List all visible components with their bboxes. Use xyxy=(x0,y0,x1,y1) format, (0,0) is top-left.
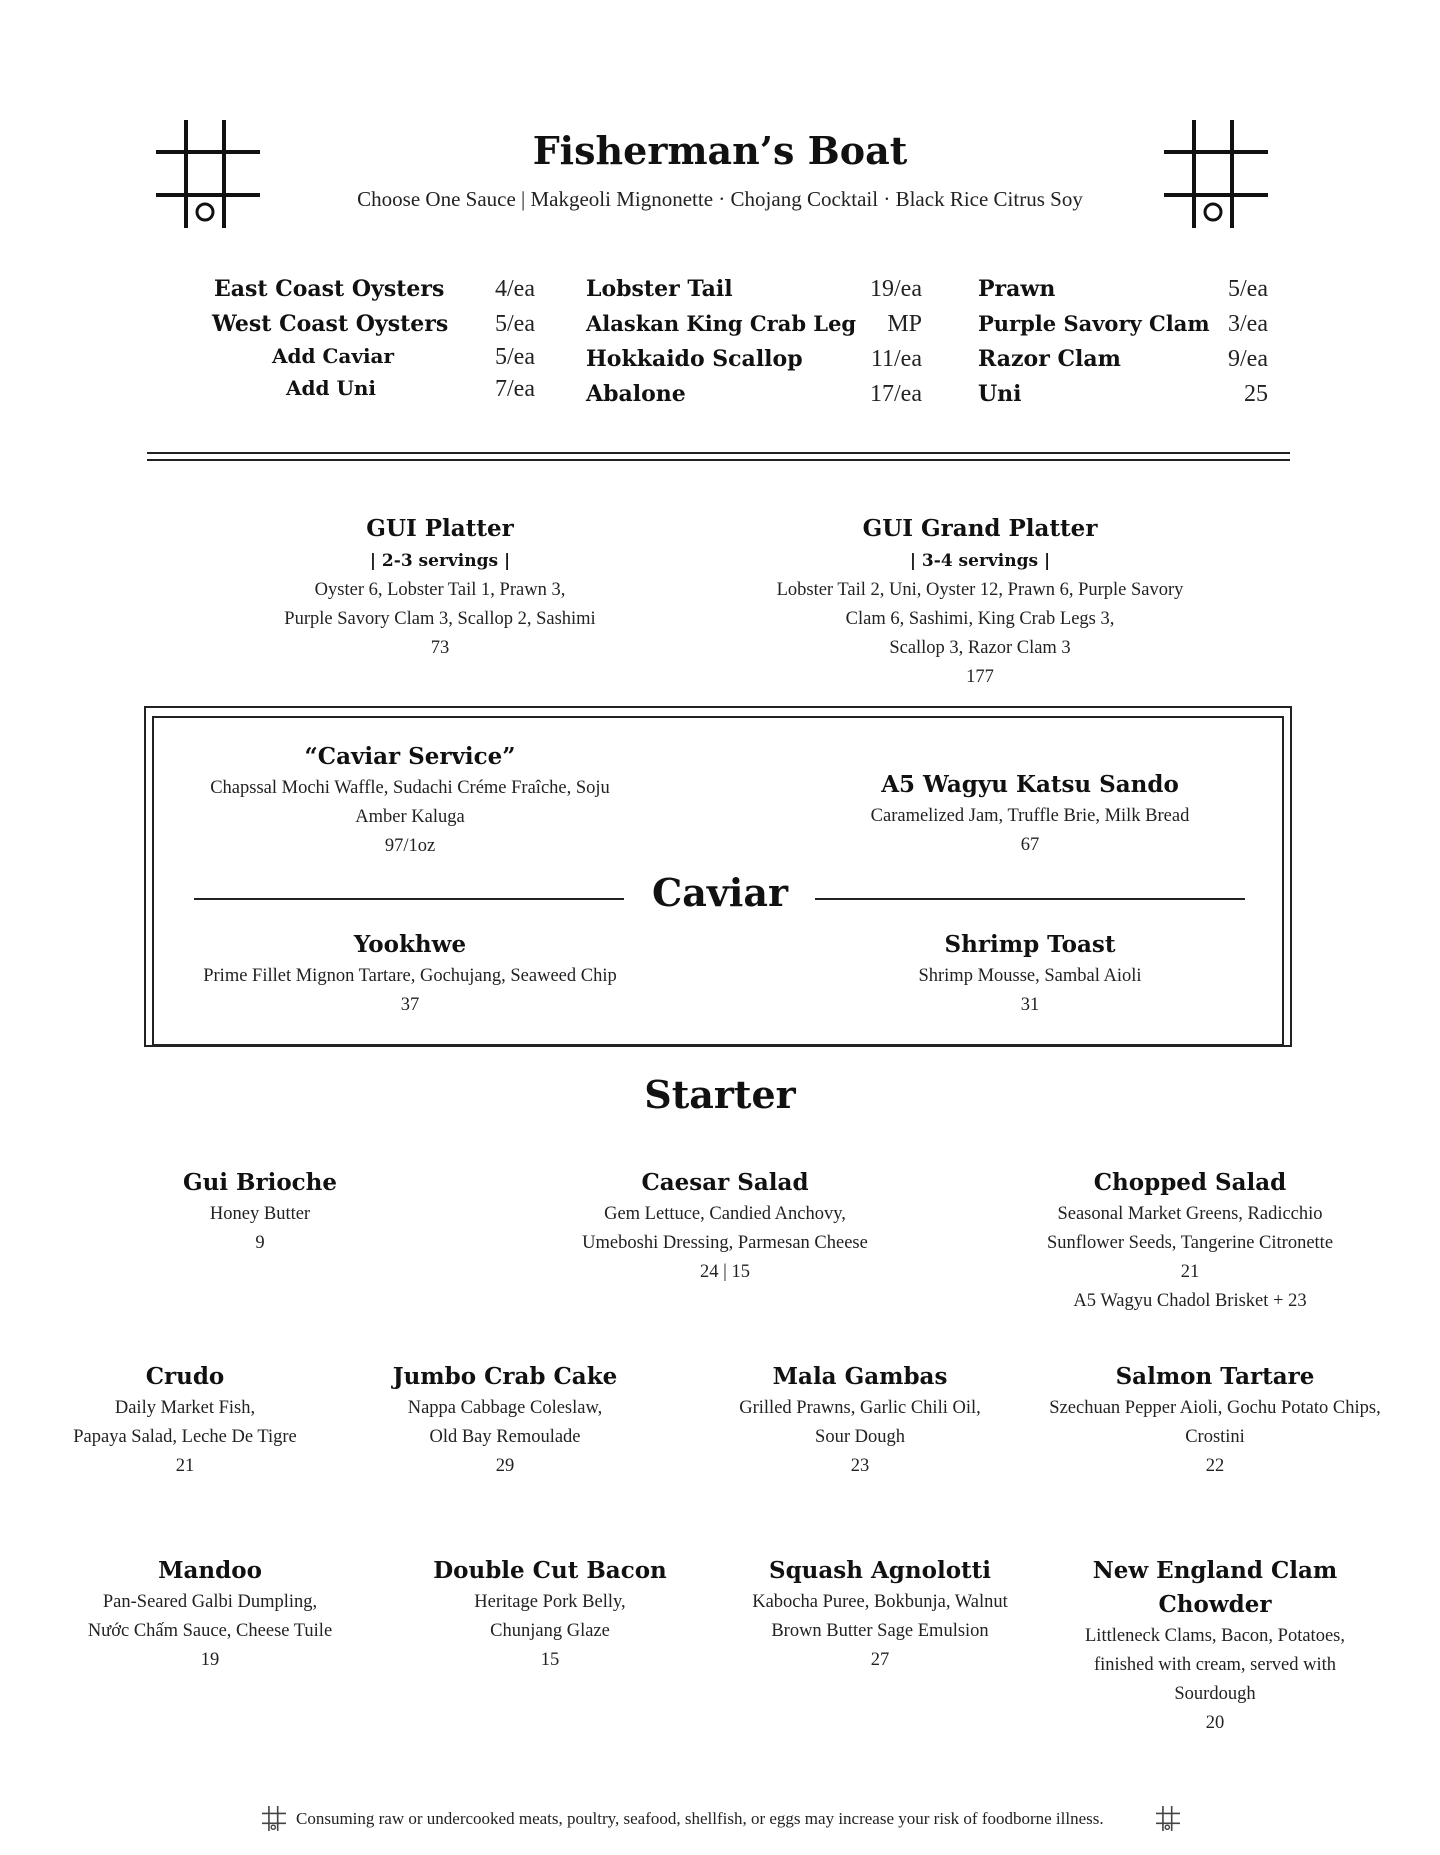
dish-description: Oyster 6, Lobster Tail 1, Prawn 3, xyxy=(314,580,566,600)
dish-description: Seasonal Market Greens, Radicchio xyxy=(1057,1204,1323,1224)
dish-description: Amber Kaluga xyxy=(355,807,465,827)
dish-price: 9 xyxy=(255,1233,265,1253)
dish-description: Caramelized Jam, Truffle Brie, Milk Bread xyxy=(870,806,1190,826)
dish-title: Shrimp Toast xyxy=(944,931,1116,958)
dish-price: 29 xyxy=(495,1456,515,1476)
gui-platter xyxy=(240,512,640,663)
caviar-service xyxy=(180,740,640,861)
dish-description: Honey Butter xyxy=(209,1204,311,1224)
servings: | 3-4 servings | xyxy=(909,551,1051,571)
list-item: Alaskan King Crab Leg MP xyxy=(586,311,922,337)
new-england-clam-chowder xyxy=(1060,1554,1370,1738)
dish-description: Scallop 3, Razor Clam 3 xyxy=(889,638,1071,658)
dish-description: Crostini xyxy=(1185,1427,1245,1447)
crudo xyxy=(40,1360,330,1481)
gui-logo-icon xyxy=(262,1806,286,1831)
divider xyxy=(147,459,1290,461)
a5-wagyu-katsu-sando xyxy=(820,768,1240,860)
dish-description: Nước Chấm Sauce, Cheese Tuile xyxy=(87,1621,333,1641)
dish-description: Shrimp Mousse, Sambal Aioli xyxy=(918,966,1142,986)
dish-description: Brown Butter Sage Emulsion xyxy=(771,1621,989,1641)
dish-price: 67 xyxy=(1020,835,1040,855)
dish-description: Papaya Salad, Leche De Tigre xyxy=(73,1427,297,1447)
divider xyxy=(815,898,1245,900)
dish-title: Yookhwe xyxy=(353,931,467,958)
dish-title: GUI Grand Platter xyxy=(862,515,1098,542)
raw-bar-column-3 xyxy=(978,276,1268,416)
dish-description: Szechuan Pepper Aioli, Gochu Potato Chips, xyxy=(1049,1398,1381,1418)
divider xyxy=(194,898,624,900)
dish-description: finished with cream, served with xyxy=(1094,1655,1336,1675)
dish-description: Gem Lettuce, Candied Anchovy, xyxy=(604,1204,846,1224)
dish-price: 27 xyxy=(870,1650,890,1670)
gui-grand-platter xyxy=(740,512,1220,692)
dish-title: Mala Gambas xyxy=(772,1363,948,1390)
dish-title: Chowder xyxy=(1158,1591,1272,1618)
dish-price: 31 xyxy=(1020,995,1040,1015)
double-cut-bacon xyxy=(410,1554,690,1675)
salmon-tartare xyxy=(1030,1360,1400,1481)
squash-agnolotti xyxy=(730,1554,1030,1675)
mandoo xyxy=(60,1554,360,1675)
divider xyxy=(147,452,1290,454)
mala-gambas xyxy=(720,1360,1000,1481)
dish-title: “Caviar Service” xyxy=(304,743,516,770)
dish-description: Nappa Cabbage Coleslaw, xyxy=(407,1398,603,1418)
list-item: East Coast Oysters 4/ea xyxy=(214,276,535,302)
dish-title: Squash Agnolotti xyxy=(768,1557,992,1584)
dish-description: Lobster Tail 2, Uni, Oyster 12, Prawn 6, Purple Savory xyxy=(776,580,1184,600)
chopped-salad xyxy=(1010,1166,1370,1316)
dish-description: Chunjang Glaze xyxy=(490,1621,610,1641)
dish-title: New England Clam xyxy=(1092,1557,1338,1584)
dish-description: Old Bay Remoulade xyxy=(429,1427,581,1447)
dish-price: 22 xyxy=(1205,1456,1225,1476)
raw-bar-column-1 xyxy=(210,276,535,416)
yookhwe xyxy=(180,928,640,1020)
starter-section-title: Starter xyxy=(644,1072,796,1117)
dish-title: Crudo xyxy=(145,1363,225,1390)
dish-price: 21 xyxy=(175,1456,195,1476)
food-safety-notice: Consuming raw or undercooked meats, poultry, seafood, shellfish, or eggs may increase your risk of foodborne illness. xyxy=(296,1809,1104,1828)
dish-title: Salmon Tartare xyxy=(1115,1363,1315,1390)
dish-price: 73 xyxy=(430,638,450,658)
raw-bar-column-2 xyxy=(586,276,922,416)
list-item: Add Uni 7/ea xyxy=(286,376,535,402)
gui-logo-icon xyxy=(1156,1806,1180,1831)
dish-price: 21 xyxy=(1180,1262,1200,1282)
dish-description: Pan-Seared Galbi Dumpling, xyxy=(102,1592,318,1612)
dish-title: Double Cut Bacon xyxy=(433,1557,667,1584)
dish-title: Chopped Salad xyxy=(1093,1169,1287,1196)
dish-price: 24 | 15 xyxy=(700,1262,750,1282)
dish-description: Heritage Pork Belly, xyxy=(474,1592,626,1612)
dish-description: Littleneck Clams, Bacon, Potatoes, xyxy=(1085,1626,1345,1646)
dish-title: A5 Wagyu Katsu Sando xyxy=(881,771,1179,798)
dish-addon: A5 Wagyu Chadol Brisket + 23 xyxy=(1073,1291,1307,1311)
servings: | 2-3 servings | xyxy=(369,551,511,571)
dish-description: Kabocha Puree, Bokbunja, Walnut xyxy=(752,1592,1008,1612)
dish-title: Gui Brioche xyxy=(182,1169,338,1196)
shrimp-toast xyxy=(820,928,1240,1020)
list-item: Add Caviar 5/ea xyxy=(272,344,535,370)
dish-description: Purple Savory Clam 3, Scallop 2, Sashimi xyxy=(284,609,596,629)
dish-description: Sunflower Seeds, Tangerine Citronette xyxy=(1046,1233,1334,1253)
list-item: Lobster Tail 19/ea xyxy=(586,276,922,302)
footer-logo-right xyxy=(1156,1806,1180,1831)
dish-price: 177 xyxy=(966,667,994,687)
dish-price: 97/1oz xyxy=(384,836,436,856)
list-item: Purple Savory Clam 3/ea xyxy=(978,311,1268,337)
gui-brioche xyxy=(120,1166,400,1258)
list-item: Uni 25 xyxy=(978,381,1268,407)
caesar-salad xyxy=(540,1166,910,1287)
dish-description: Chapssal Mochi Waffle, Sudachi Créme Fraîche, Soju xyxy=(210,778,610,798)
dish-description: Sourdough xyxy=(1174,1684,1256,1704)
dish-description: Clam 6, Sashimi, King Crab Legs 3, xyxy=(845,609,1115,629)
dish-title: GUI Platter xyxy=(366,515,514,542)
footer-logo-left xyxy=(262,1806,286,1831)
dish-description: Grilled Prawns, Garlic Chili Oil, xyxy=(739,1398,981,1418)
fishermans-boat-title: Fisherman’s Boat xyxy=(532,128,908,173)
caviar-section-title: Caviar xyxy=(651,870,789,915)
dish-title: Mandoo xyxy=(158,1557,262,1584)
dish-price: 20 xyxy=(1205,1713,1225,1733)
dish-description: Umeboshi Dressing, Parmesan Cheese xyxy=(582,1233,868,1253)
dish-price: 23 xyxy=(850,1456,870,1476)
dish-title: Caesar Salad xyxy=(641,1169,809,1196)
list-item: West Coast Oysters 5/ea xyxy=(212,311,535,337)
dish-description: Sour Dough xyxy=(815,1427,905,1447)
list-item: Abalone 17/ea xyxy=(586,381,922,407)
dish-price: 37 xyxy=(400,995,420,1015)
dish-description: Prime Fillet Mignon Tartare, Gochujang, Seaweed Chip xyxy=(203,966,617,986)
dish-price: 15 xyxy=(540,1650,560,1670)
list-item: Razor Clam 9/ea xyxy=(978,346,1268,372)
sauce-options: Choose One Sauce | Makgeoli Mignonette · Chojang Cocktail · Black Rice Citrus Soy xyxy=(357,187,1083,211)
jumbo-crab-cake xyxy=(370,1360,640,1481)
dish-price: 19 xyxy=(200,1650,220,1670)
list-item: Hokkaido Scallop 11/ea xyxy=(586,346,922,372)
list-item: Prawn 5/ea xyxy=(978,276,1268,302)
dish-description: Daily Market Fish, xyxy=(114,1398,256,1418)
dish-title: Jumbo Crab Cake xyxy=(392,1363,618,1390)
